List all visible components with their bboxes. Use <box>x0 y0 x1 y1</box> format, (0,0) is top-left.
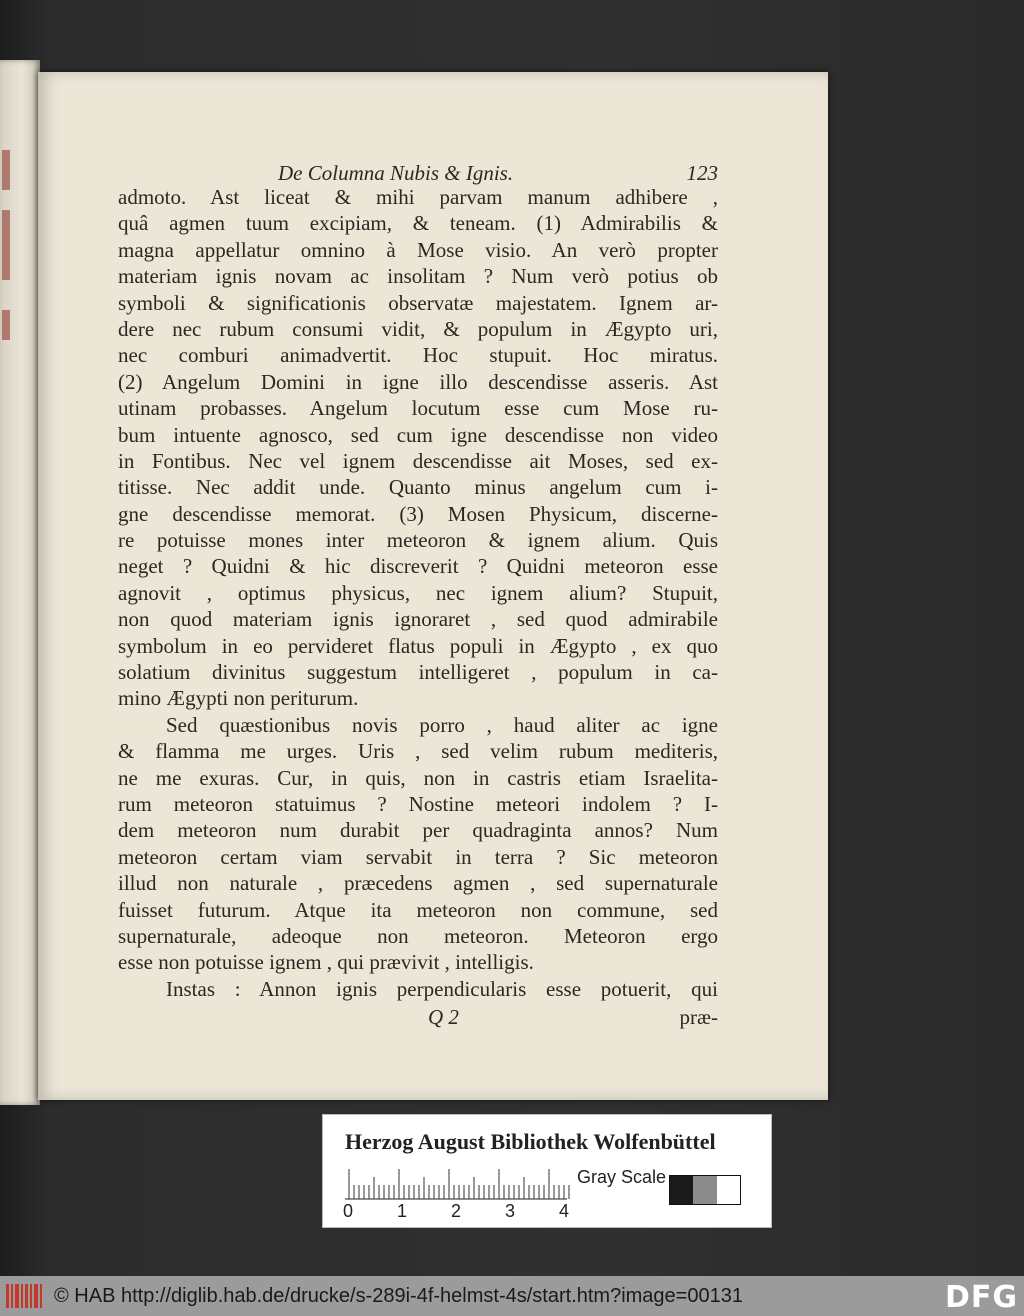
text-line: dem meteoron num durabit per quadraginta annos? Num <box>118 818 718 843</box>
catchword: præ- <box>679 1005 718 1030</box>
text-line: dere nec rubum consumi vidit, & populum in Ægypto uri, <box>118 316 718 341</box>
text-line: (2) Angelum Domini in igne illo descendisse asseris. Ast <box>118 369 718 394</box>
text-lines <box>118 184 718 1002</box>
binding-stain <box>2 310 10 340</box>
gray-patch <box>717 1176 740 1204</box>
text-line: re potuisse mones inter meteoron & ignem alium. Quis <box>118 528 718 553</box>
running-title: De Columna Nubis & Ignis. <box>278 161 514 185</box>
binding-stain <box>2 210 10 280</box>
text-line: illud non naturale , præcedens agmen , sed supernaturale <box>118 871 718 896</box>
page-number: 123 <box>686 161 718 185</box>
text-line: neget ? Quidni & hic discreverit ? Quidni meteoron esse <box>118 554 718 579</box>
book-page <box>38 72 828 1100</box>
running-head <box>118 160 718 184</box>
dfg-logo: DFG <box>944 1280 1018 1315</box>
text-line: in Fontibus. Nec vel ignem descendisse ait Moses, sed ex- <box>118 448 718 473</box>
text-line: admoto. Ast liceat & mihi parvam manum adhibere , <box>118 185 718 209</box>
text-line: solatium divinitus suggestum intelligeret , populum in ca- <box>118 660 718 685</box>
ruler-tick-label: 0 <box>343 1201 354 1221</box>
ruler-tick-label: 3 <box>505 1201 516 1221</box>
ruler-tick-label: 4 <box>559 1201 570 1221</box>
ruler-scale-icon <box>341 1165 571 1201</box>
binding-stain <box>2 150 10 190</box>
gray-patch <box>670 1176 693 1204</box>
gray-patch <box>693 1176 716 1204</box>
text-line: magna appellatur omnino à Mose visio. An verò propter <box>118 237 718 262</box>
text-line: materiam ignis novam ac insolitam ? Num verò potius ob <box>118 264 718 289</box>
text-line: gne descendisse memorat. (3) Mosen Physicum, discerne- <box>118 501 718 526</box>
text-line: Instas : Annon ignis perpendicularis esse potuerit, qui <box>166 976 718 1001</box>
text-line: rum meteoron statuimus ? Nostine meteori indolem ? I- <box>118 791 718 816</box>
text-line: titisse. Nec addit unde. Quanto minus angelum cum i- <box>118 475 718 500</box>
library-name: Herzog August Bibliothek Wolfenbüttel <box>345 1129 716 1154</box>
ruler-tick-label: 1 <box>397 1201 408 1221</box>
text-line: bum intuente agnosco, sed cum igne descendisse non video <box>118 422 718 447</box>
page-text <box>118 160 718 1030</box>
text-line: fuisset futurum. Atque ita meteoron non commune, sed <box>118 897 718 922</box>
gray-scale-patches <box>669 1175 741 1205</box>
color-reference-card <box>322 1114 772 1228</box>
text-line: quâ agmen tuum excipiam, & teneam. (1) Admirabilis & <box>118 211 718 236</box>
gray-scale-label: Gray Scale <box>577 1167 667 1187</box>
text-line: symboli & significationis observatæ majestatem. Ignem ar- <box>118 290 718 315</box>
text-line: nec comburi animadvertit. Hoc stupuit. Hoc miratus. <box>118 343 718 368</box>
left-page-edge <box>0 60 40 1105</box>
ruler-tick-label: 2 <box>451 1201 462 1221</box>
text-line: & flamma me urges. Uris , sed velim rubum mediteris, <box>118 739 718 764</box>
text-line: Sed quæstionibus novis porro , haud aliter ac igne <box>166 712 718 737</box>
copyright-link[interactable]: © HAB http://diglib.hab.de/drucke/s-289i-4f-helmst-4s/start.htm?image=00131 <box>54 1285 743 1307</box>
text-line: ne me exuras. Cur, in quis, non in castris etiam Israelita- <box>118 765 718 790</box>
text-line: mino Ægypti non periturum. <box>118 686 359 711</box>
text-line: esse non potuisse ignem , qui prævivit , intelligis. <box>118 950 534 975</box>
text-line: symbolum in eo pervideret flatus populi in Ægypto , ex quo <box>118 633 718 658</box>
footer-bar <box>0 1276 1024 1316</box>
page-footer-row <box>118 1004 718 1030</box>
text-line: utinam probasses. Angelum locutum esse cum Mose ru- <box>118 396 718 421</box>
text-line: supernaturale, adeoque non meteoron. Meteoron ergo <box>118 923 718 948</box>
text-line: non quod materiam ignis ignoraret , sed quod admirabile <box>118 607 718 632</box>
text-line: agnovit , optimus physicus, nec ignem alium? Stupuit, <box>118 580 718 605</box>
text-line: meteoron certam viam servabit in terra ? Sic meteoron <box>118 844 718 869</box>
barcode-icon <box>6 1284 46 1308</box>
signature-mark: Q 2 <box>428 1005 459 1030</box>
